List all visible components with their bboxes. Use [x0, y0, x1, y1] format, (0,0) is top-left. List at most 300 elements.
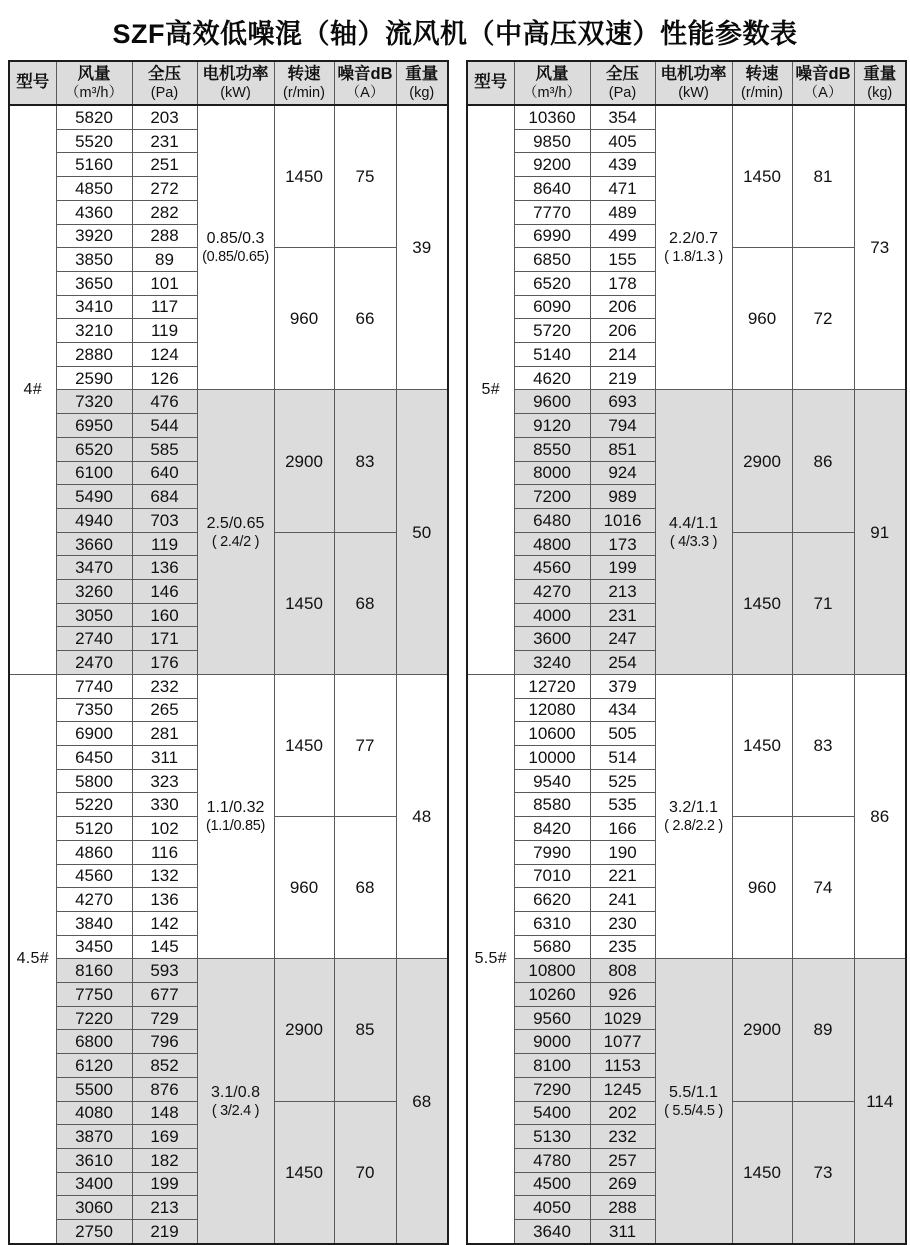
noise-cell: 89: [792, 959, 854, 1101]
col-header-noise-label: 噪音dB: [795, 64, 851, 83]
power-high-value: 0.85/0.3: [206, 230, 265, 248]
pressure-cell: 176: [132, 651, 197, 675]
speed-cell: 2900: [732, 959, 792, 1101]
noise-cell: 68: [334, 817, 396, 959]
airflow-cell: 8640: [514, 177, 590, 201]
speed-cell: 960: [274, 817, 334, 959]
power-high-value: 3.2/1.1: [669, 799, 718, 817]
airflow-cell: 2880: [56, 343, 132, 367]
airflow-cell: 5490: [56, 485, 132, 509]
table-row: [467, 105, 906, 129]
airflow-cell: 10800: [514, 959, 590, 983]
pressure-cell: 852: [132, 1054, 197, 1078]
model-cell: 5#: [467, 105, 514, 674]
col-header-airflow: [514, 61, 590, 105]
pressure-cell: 593: [132, 959, 197, 983]
pressure-cell: 535: [590, 793, 655, 817]
airflow-cell: 6950: [56, 414, 132, 438]
power-cell: [655, 390, 732, 674]
pressure-cell: 182: [132, 1148, 197, 1172]
airflow-cell: 4270: [514, 580, 590, 604]
noise-cell: 74: [792, 817, 854, 959]
weight-cell: 114: [854, 959, 906, 1244]
noise-cell: 75: [334, 105, 396, 248]
pressure-cell: 311: [590, 1220, 655, 1244]
col-header-weight-unit: (kg): [867, 84, 893, 101]
airflow-cell: 12080: [514, 698, 590, 722]
pressure-cell: 146: [132, 580, 197, 604]
weight-cell: 50: [396, 390, 448, 674]
airflow-cell: 6480: [514, 508, 590, 532]
pressure-cell: 281: [132, 722, 197, 746]
airflow-cell: 10000: [514, 745, 590, 769]
col-header-model-label: 型号: [16, 73, 50, 92]
airflow-cell: 3610: [56, 1148, 132, 1172]
col-header-noise-unit: （A）: [803, 84, 843, 101]
power-cell: [197, 105, 274, 390]
airflow-cell: 6100: [56, 461, 132, 485]
col-header-pressure-label: 全压: [606, 64, 639, 83]
airflow-cell: 3600: [514, 627, 590, 651]
model-cell: 5.5#: [467, 674, 514, 1243]
noise-cell: 70: [334, 1101, 396, 1244]
col-header-pressure-unit: (Pa): [150, 84, 179, 101]
power-low-value: ( 3/2.4 ): [211, 1102, 260, 1119]
pressure-cell: 851: [590, 437, 655, 461]
model-cell: 4.5#: [9, 674, 56, 1243]
weight-cell: 86: [854, 674, 906, 958]
airflow-cell: 3470: [56, 556, 132, 580]
col-header-pressure: [590, 61, 655, 105]
pressure-cell: 124: [132, 343, 197, 367]
col-header-pressure: [132, 61, 197, 105]
airflow-cell: 6090: [514, 295, 590, 319]
pressure-cell: 202: [590, 1101, 655, 1125]
pressure-cell: 257: [590, 1148, 655, 1172]
power-high-value: 5.5/1.1: [669, 1083, 718, 1101]
pressure-cell: 514: [590, 745, 655, 769]
pressure-cell: 525: [590, 769, 655, 793]
noise-cell: 83: [334, 390, 396, 532]
pressure-cell: 160: [132, 603, 197, 627]
pressure-cell: 476: [132, 390, 197, 414]
pressure-cell: 379: [590, 674, 655, 698]
col-header-speed-unit: (r/min): [741, 84, 783, 101]
pressure-cell: 354: [590, 105, 655, 129]
col-header-power-unit: (kW): [220, 84, 251, 101]
airflow-cell: 3210: [56, 319, 132, 343]
airflow-cell: 7010: [514, 864, 590, 888]
col-header-speed: [274, 61, 334, 105]
pressure-cell: 155: [590, 248, 655, 272]
pressure-cell: 148: [132, 1101, 197, 1125]
pressure-cell: 169: [132, 1125, 197, 1149]
power-low-value: ( 5.5/4.5 ): [664, 1102, 723, 1119]
pressure-cell: 794: [590, 414, 655, 438]
col-header-power: [197, 61, 274, 105]
power-high-value: 2.2/0.7: [669, 230, 718, 248]
airflow-cell: 3240: [514, 651, 590, 675]
airflow-cell: 5820: [56, 105, 132, 129]
pressure-cell: 693: [590, 390, 655, 414]
airflow-cell: 8580: [514, 793, 590, 817]
pressure-cell: 171: [132, 627, 197, 651]
airflow-cell: 5680: [514, 935, 590, 959]
pressure-cell: 102: [132, 817, 197, 841]
airflow-cell: 3850: [56, 248, 132, 272]
airflow-cell: 12720: [514, 674, 590, 698]
airflow-cell: 3660: [56, 532, 132, 556]
pressure-cell: 796: [132, 1030, 197, 1054]
pressure-cell: 251: [132, 153, 197, 177]
airflow-cell: 8420: [514, 817, 590, 841]
noise-cell: 81: [792, 105, 854, 248]
noise-cell: 85: [334, 959, 396, 1101]
pressure-cell: 89: [132, 248, 197, 272]
table-row: [467, 674, 906, 698]
speed-cell: 1450: [732, 1101, 792, 1244]
speed-cell: 1450: [274, 674, 334, 816]
page-title: SZF高效低噪混（轴）流风机（中高压双速）性能参数表: [112, 19, 798, 49]
airflow-cell: 4050: [514, 1196, 590, 1220]
col-header-speed: [732, 61, 792, 105]
pressure-cell: 230: [590, 911, 655, 935]
airflow-cell: 3650: [56, 271, 132, 295]
col-header-noise: [792, 61, 854, 105]
weight-cell: 68: [396, 959, 448, 1244]
power-cell: [655, 674, 732, 958]
col-header-speed-label: 转速: [745, 64, 779, 83]
airflow-cell: 9000: [514, 1030, 590, 1054]
airflow-cell: 2470: [56, 651, 132, 675]
airflow-cell: 3640: [514, 1220, 590, 1244]
power-high-value: 2.5/0.65: [206, 514, 265, 532]
model-cell: 4#: [9, 105, 56, 674]
pressure-cell: 808: [590, 959, 655, 983]
airflow-cell: 6900: [56, 722, 132, 746]
table-row: [9, 674, 448, 698]
col-header-speed-label: 转速: [287, 64, 321, 83]
speed-cell: 2900: [732, 390, 792, 532]
airflow-cell: 3450: [56, 935, 132, 959]
power-high-value: 4.4/1.1: [669, 514, 718, 532]
weight-cell: 91: [854, 390, 906, 674]
speed-cell: 2900: [274, 390, 334, 532]
airflow-cell: 4080: [56, 1101, 132, 1125]
pressure-cell: 199: [132, 1172, 197, 1196]
pressure-cell: 471: [590, 177, 655, 201]
airflow-cell: 4860: [56, 840, 132, 864]
col-header-weight-unit: (kg): [409, 84, 435, 101]
pressure-cell: 1077: [590, 1030, 655, 1054]
power-low-value: ( 2.8/2.2 ): [664, 818, 723, 835]
airflow-cell: 2740: [56, 627, 132, 651]
pressure-cell: 206: [590, 295, 655, 319]
pressure-cell: 203: [132, 105, 197, 129]
airflow-cell: 7290: [514, 1077, 590, 1101]
power-cell: [197, 674, 274, 958]
airflow-cell: 4560: [514, 556, 590, 580]
airflow-cell: 6120: [56, 1054, 132, 1078]
airflow-cell: 6620: [514, 888, 590, 912]
airflow-cell: 3060: [56, 1196, 132, 1220]
pressure-cell: 311: [132, 745, 197, 769]
speed-cell: 1450: [274, 532, 334, 674]
airflow-cell: 6850: [514, 248, 590, 272]
airflow-cell: 5800: [56, 769, 132, 793]
airflow-cell: 3410: [56, 295, 132, 319]
tables-container: [0, 60, 910, 1245]
airflow-cell: 9200: [514, 153, 590, 177]
airflow-cell: 5500: [56, 1077, 132, 1101]
pressure-cell: 703: [132, 508, 197, 532]
airflow-cell: 4000: [514, 603, 590, 627]
airflow-cell: 5120: [56, 817, 132, 841]
pressure-cell: 119: [132, 532, 197, 556]
power-low-value: ( 2.4/2 ): [211, 533, 260, 550]
page: [0, 12, 910, 1241]
speed-cell: 2900: [274, 959, 334, 1101]
speed-cell: 1450: [274, 105, 334, 248]
airflow-cell: 9850: [514, 129, 590, 153]
airflow-cell: 8160: [56, 959, 132, 983]
pressure-cell: 214: [590, 343, 655, 367]
col-header-airflow-unit: （m³/h）: [65, 84, 123, 101]
pressure-cell: 330: [132, 793, 197, 817]
pressure-cell: 434: [590, 698, 655, 722]
airflow-cell: 7200: [514, 485, 590, 509]
col-header-model-label: 型号: [474, 73, 508, 92]
pressure-cell: 265: [132, 698, 197, 722]
airflow-cell: 4560: [56, 864, 132, 888]
pressure-cell: 178: [590, 271, 655, 295]
noise-cell: 72: [792, 248, 854, 390]
pressure-cell: 1029: [590, 1006, 655, 1030]
airflow-cell: 7320: [56, 390, 132, 414]
airflow-cell: 3260: [56, 580, 132, 604]
pressure-cell: 145: [132, 935, 197, 959]
noise-cell: 71: [792, 532, 854, 674]
pressure-cell: 677: [132, 983, 197, 1007]
col-header-model: [9, 61, 56, 105]
airflow-cell: 9120: [514, 414, 590, 438]
col-header-airflow-unit: （m³/h）: [523, 84, 581, 101]
col-header-power-unit: (kW): [678, 84, 709, 101]
pressure-cell: 288: [590, 1196, 655, 1220]
power-cell: [655, 105, 732, 390]
airflow-cell: 4270: [56, 888, 132, 912]
pressure-cell: 235: [590, 935, 655, 959]
airflow-cell: 2590: [56, 366, 132, 390]
airflow-cell: 3400: [56, 1172, 132, 1196]
col-header-airflow-label: 风量: [535, 64, 569, 83]
pressure-cell: 126: [132, 366, 197, 390]
pressure-cell: 585: [132, 437, 197, 461]
speed-cell: 960: [732, 817, 792, 959]
airflow-cell: 6520: [56, 437, 132, 461]
airflow-cell: 3870: [56, 1125, 132, 1149]
airflow-cell: 9540: [514, 769, 590, 793]
col-header-power-label: 电机功率: [660, 64, 727, 83]
airflow-cell: 7750: [56, 983, 132, 1007]
pressure-cell: 219: [590, 366, 655, 390]
power-cell: [197, 390, 274, 674]
airflow-cell: 5720: [514, 319, 590, 343]
power-low-value: (0.85/0.65): [202, 249, 269, 266]
col-header-power-label: 电机功率: [202, 64, 269, 83]
col-header-model: [467, 61, 514, 105]
airflow-cell: 5400: [514, 1101, 590, 1125]
airflow-cell: 5220: [56, 793, 132, 817]
pressure-cell: 989: [590, 485, 655, 509]
col-header-airflow: [56, 61, 132, 105]
airflow-cell: 8100: [514, 1054, 590, 1078]
pressure-cell: 232: [590, 1125, 655, 1149]
pressure-cell: 926: [590, 983, 655, 1007]
pressure-cell: 729: [132, 1006, 197, 1030]
pressure-cell: 142: [132, 911, 197, 935]
pressure-cell: 684: [132, 485, 197, 509]
power-low-value: ( 1.8/1.3 ): [664, 249, 723, 266]
table-row: [467, 959, 906, 983]
weight-cell: 48: [396, 674, 448, 958]
pressure-cell: 221: [590, 864, 655, 888]
col-header-pressure-label: 全压: [148, 64, 181, 83]
speed-cell: 960: [274, 248, 334, 390]
table-row: [9, 390, 448, 414]
noise-cell: 83: [792, 674, 854, 816]
power-high-value: 3.1/0.8: [211, 1083, 260, 1101]
airflow-cell: 8550: [514, 437, 590, 461]
col-header-noise-label: 噪音dB: [337, 64, 393, 83]
pressure-cell: 876: [132, 1077, 197, 1101]
pressure-cell: 247: [590, 627, 655, 651]
pressure-cell: 132: [132, 864, 197, 888]
col-header-pressure-unit: (Pa): [608, 84, 637, 101]
airflow-cell: 3840: [56, 911, 132, 935]
pressure-cell: 232: [132, 674, 197, 698]
pressure-cell: 173: [590, 532, 655, 556]
speed-cell: 960: [732, 248, 792, 390]
airflow-cell: 7350: [56, 698, 132, 722]
col-header-weight-label: 重量: [405, 64, 439, 83]
weight-cell: 73: [854, 105, 906, 390]
pressure-cell: 405: [590, 129, 655, 153]
pressure-cell: 241: [590, 888, 655, 912]
pressure-cell: 272: [132, 177, 197, 201]
speed-cell: 1450: [732, 532, 792, 674]
pressure-cell: 116: [132, 840, 197, 864]
airflow-cell: 7220: [56, 1006, 132, 1030]
airflow-cell: 6990: [514, 224, 590, 248]
power-cell: [197, 959, 274, 1244]
pressure-cell: 166: [590, 817, 655, 841]
airflow-cell: 3920: [56, 224, 132, 248]
header-row: [467, 61, 906, 105]
pressure-cell: 505: [590, 722, 655, 746]
pressure-cell: 136: [132, 888, 197, 912]
table-row: [9, 959, 448, 983]
airflow-cell: 8000: [514, 461, 590, 485]
pressure-cell: 231: [132, 129, 197, 153]
airflow-cell: 5520: [56, 129, 132, 153]
airflow-cell: 7990: [514, 840, 590, 864]
airflow-cell: 4500: [514, 1172, 590, 1196]
pressure-cell: 640: [132, 461, 197, 485]
airflow-cell: 10260: [514, 983, 590, 1007]
col-header-speed-unit: (r/min): [283, 84, 325, 101]
col-header-weight: [396, 61, 448, 105]
airflow-cell: 9560: [514, 1006, 590, 1030]
airflow-cell: 4360: [56, 200, 132, 224]
airflow-cell: 4800: [514, 532, 590, 556]
col-header-power: [655, 61, 732, 105]
airflow-cell: 6310: [514, 911, 590, 935]
pressure-cell: 1153: [590, 1054, 655, 1078]
pressure-cell: 282: [132, 200, 197, 224]
noise-cell: 66: [334, 248, 396, 390]
airflow-cell: 6450: [56, 745, 132, 769]
airflow-cell: 5140: [514, 343, 590, 367]
pressure-cell: 499: [590, 224, 655, 248]
spec-table-left: [8, 60, 449, 1245]
airflow-cell: 10600: [514, 722, 590, 746]
pressure-cell: 1016: [590, 508, 655, 532]
power-low-value: (1.1/0.85): [205, 818, 266, 835]
power-low-value: ( 4/3.3 ): [669, 533, 718, 550]
col-header-weight-label: 重量: [863, 64, 897, 83]
pressure-cell: 136: [132, 556, 197, 580]
pressure-cell: 190: [590, 840, 655, 864]
pressure-cell: 219: [132, 1220, 197, 1244]
noise-cell: 77: [334, 674, 396, 816]
pressure-cell: 1245: [590, 1077, 655, 1101]
weight-cell: 39: [396, 105, 448, 390]
speed-cell: 1450: [732, 105, 792, 248]
power-high-value: 1.1/0.32: [206, 799, 265, 817]
pressure-cell: 269: [590, 1172, 655, 1196]
airflow-cell: 2750: [56, 1220, 132, 1244]
col-header-weight: [854, 61, 906, 105]
pressure-cell: 544: [132, 414, 197, 438]
pressure-cell: 254: [590, 651, 655, 675]
airflow-cell: 10360: [514, 105, 590, 129]
airflow-cell: 4940: [56, 508, 132, 532]
airflow-cell: 7740: [56, 674, 132, 698]
header-row: [9, 61, 448, 105]
pressure-cell: 439: [590, 153, 655, 177]
airflow-cell: 7770: [514, 200, 590, 224]
pressure-cell: 924: [590, 461, 655, 485]
airflow-cell: 3050: [56, 603, 132, 627]
speed-cell: 1450: [732, 674, 792, 816]
pressure-cell: 288: [132, 224, 197, 248]
col-header-noise: [334, 61, 396, 105]
noise-cell: 68: [334, 532, 396, 674]
pressure-cell: 213: [132, 1196, 197, 1220]
pressure-cell: 489: [590, 200, 655, 224]
table-row: [9, 105, 448, 129]
col-header-airflow-label: 风量: [77, 64, 111, 83]
noise-cell: 86: [792, 390, 854, 532]
power-cell: [655, 959, 732, 1244]
airflow-cell: 9600: [514, 390, 590, 414]
airflow-cell: 4620: [514, 366, 590, 390]
airflow-cell: 5160: [56, 153, 132, 177]
spec-table-right: [466, 60, 907, 1245]
pressure-cell: 119: [132, 319, 197, 343]
pressure-cell: 199: [590, 556, 655, 580]
